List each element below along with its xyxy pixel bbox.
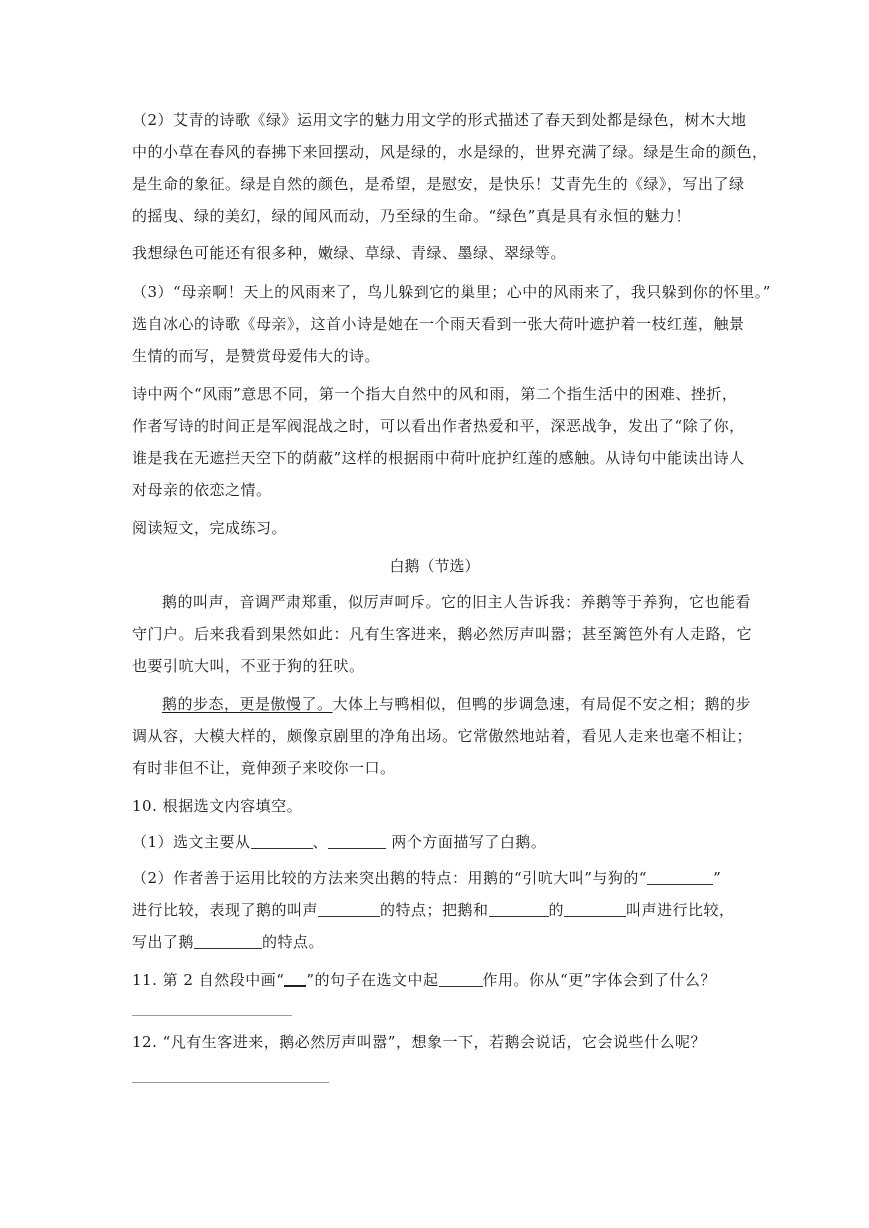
q10-sub2-text-g: 写出了鹅 [132, 933, 195, 951]
para3b-line4: 对母亲的依恋之情。 [132, 481, 272, 499]
passage-para1-line2: 守门户。后来我看到果然如此：凡有生客进来，鹅必然厉声叫嚣；甚至篱笆外有人走路，它 [132, 625, 753, 643]
q11-text-a: 11. 第 2 自然段中画“ [132, 971, 285, 989]
q10-sub2-text-a: （2）作者善于运用比较的方法来突出鹅的特点：用鹅的“引吭大叫”与狗的“ [132, 869, 648, 887]
passage-para1-line3: 也要引吭大叫，不亚于狗的狂吠。 [132, 657, 365, 675]
q12-stem: 12. “凡有生客进来，鹅必然厉声叫嚣”，想象一下，若鹅会说话，它会说些什么呢？ [132, 1033, 706, 1051]
q10-sub2-text-h: 的特点。 [262, 933, 325, 951]
passage-para2-line2: 调从容，大模大样的，颇像京剧里的净角出场。它常傲然地站着，看见人走来也毫不相让； [132, 727, 753, 745]
q11-text-b: ”的句子在选文中起 [306, 971, 439, 989]
para3b-line3: 谁是我在无遮拦天空下的荫蔽”这样的根据雨中荷叶庇护红莲的感触。从诗句中能读出诗人 [132, 449, 745, 467]
q10-sub2-text-e: 的 [548, 901, 565, 919]
para2-line2: 中的小草在春风的春拂下来回摆动，风是绿的，水是绿的，世界充满了绿。绿是生命的颜色， [132, 143, 768, 161]
q12-answer-line[interactable] [132, 1082, 329, 1083]
answer-blank[interactable] [439, 971, 483, 987]
passage-para2-line1-rest: 大体上与鸭相似，但鸭的步调急速，有局促不安之相；鹅的步 [332, 695, 752, 713]
answer-blank[interactable] [194, 933, 262, 949]
q10-sub1-text-a: （1）选文主要从 [132, 833, 251, 851]
q10-sub2-text-c: 进行比较，表现了鹅的叫声 [132, 901, 319, 919]
passage-para2-line3: 有时非但不让，竟伸颈子来咬你一口。 [132, 759, 396, 777]
q10-sub2-line1 [132, 868, 721, 888]
answer-blank[interactable] [489, 901, 549, 917]
answer-blank[interactable] [564, 901, 626, 917]
passage-para2-line1 [162, 694, 751, 714]
q10-sub1 [132, 832, 546, 852]
para3-line3: 生情的而写，是赞赏母爱伟大的诗。 [132, 347, 381, 365]
q10-sub2-line3 [132, 932, 324, 952]
para3b-line1: 诗中两个“风雨”意思不同，第一个指大自然中的风和雨，第二个指生活中的困难、挫折， [132, 385, 738, 403]
passage-title: 白鹅（节选） [389, 557, 480, 575]
reading-instruction: 阅读短文，完成练习。 [132, 519, 288, 537]
q10-sub1-text-c: 两个方面描写了白鹅。 [386, 833, 547, 851]
para3b-line2: 作者写诗的时间正是军阀混战之时，可以看出作者热爱和平，深恶战争，发出了“除了你， [132, 417, 745, 435]
q10-sub2-text-b: ” [713, 869, 722, 887]
q11-stem [132, 970, 716, 990]
q10-sub1-text-b: 、 [312, 833, 329, 851]
answer-blank[interactable] [328, 833, 386, 849]
para3-line2: 选自冰心的诗歌《母亲》，这首小诗是她在一个雨天看到一张大荷叶遮护着一枝红莲，触景 [132, 315, 745, 333]
q10-sub2-text-f: 叫声进行比较， [626, 901, 735, 919]
q11-text-c: 作用。你从“更”字体会到了什么？ [482, 971, 716, 989]
answer-blank[interactable] [318, 901, 380, 917]
q10-sub2-line2 [132, 900, 735, 920]
para2-line3: 是生命的象征。绿是自然的颜色，是希望，是慰安，是快乐！艾青先生的《绿》，写出了绿 [132, 175, 745, 193]
q11-answer-line[interactable] [132, 1015, 292, 1016]
passage-para1-line1: 鹅的叫声，音调严肃郑重，似厉声呵斥。它的旧主人告诉我：养鹅等于养狗，它也能看 [162, 593, 752, 611]
answer-blank[interactable] [647, 869, 713, 885]
q10-sub2-text-d: 的特点；把鹅和 [380, 901, 489, 919]
para2-line4: 的摇曳、绿的美幻，绿的闻风而动，乃至绿的生命。“绿色”真是具有永恒的魅力！ [132, 207, 691, 225]
para2-line1: （2）艾青的诗歌《绿》运用文字的魅力用文学的形式描述了春天到处都是绿色，树木大地 [132, 111, 747, 129]
underlined-sentence: 鹅的步态，更是傲慢了。 [162, 695, 333, 713]
q10-stem: 10. 根据选文内容填空。 [132, 797, 303, 815]
underline-mark [284, 970, 306, 987]
para3-line1: （3）“母亲啊！天上的风雨来了，鸟儿躲到它的巢里；心中的风雨来了，我只躲到你的怀里。” [132, 283, 771, 301]
para2b-line: 我想绿色可能还有很多种，嫩绿、草绿、青绿、墨绿、翠绿等。 [132, 244, 567, 262]
answer-blank[interactable] [251, 833, 313, 849]
